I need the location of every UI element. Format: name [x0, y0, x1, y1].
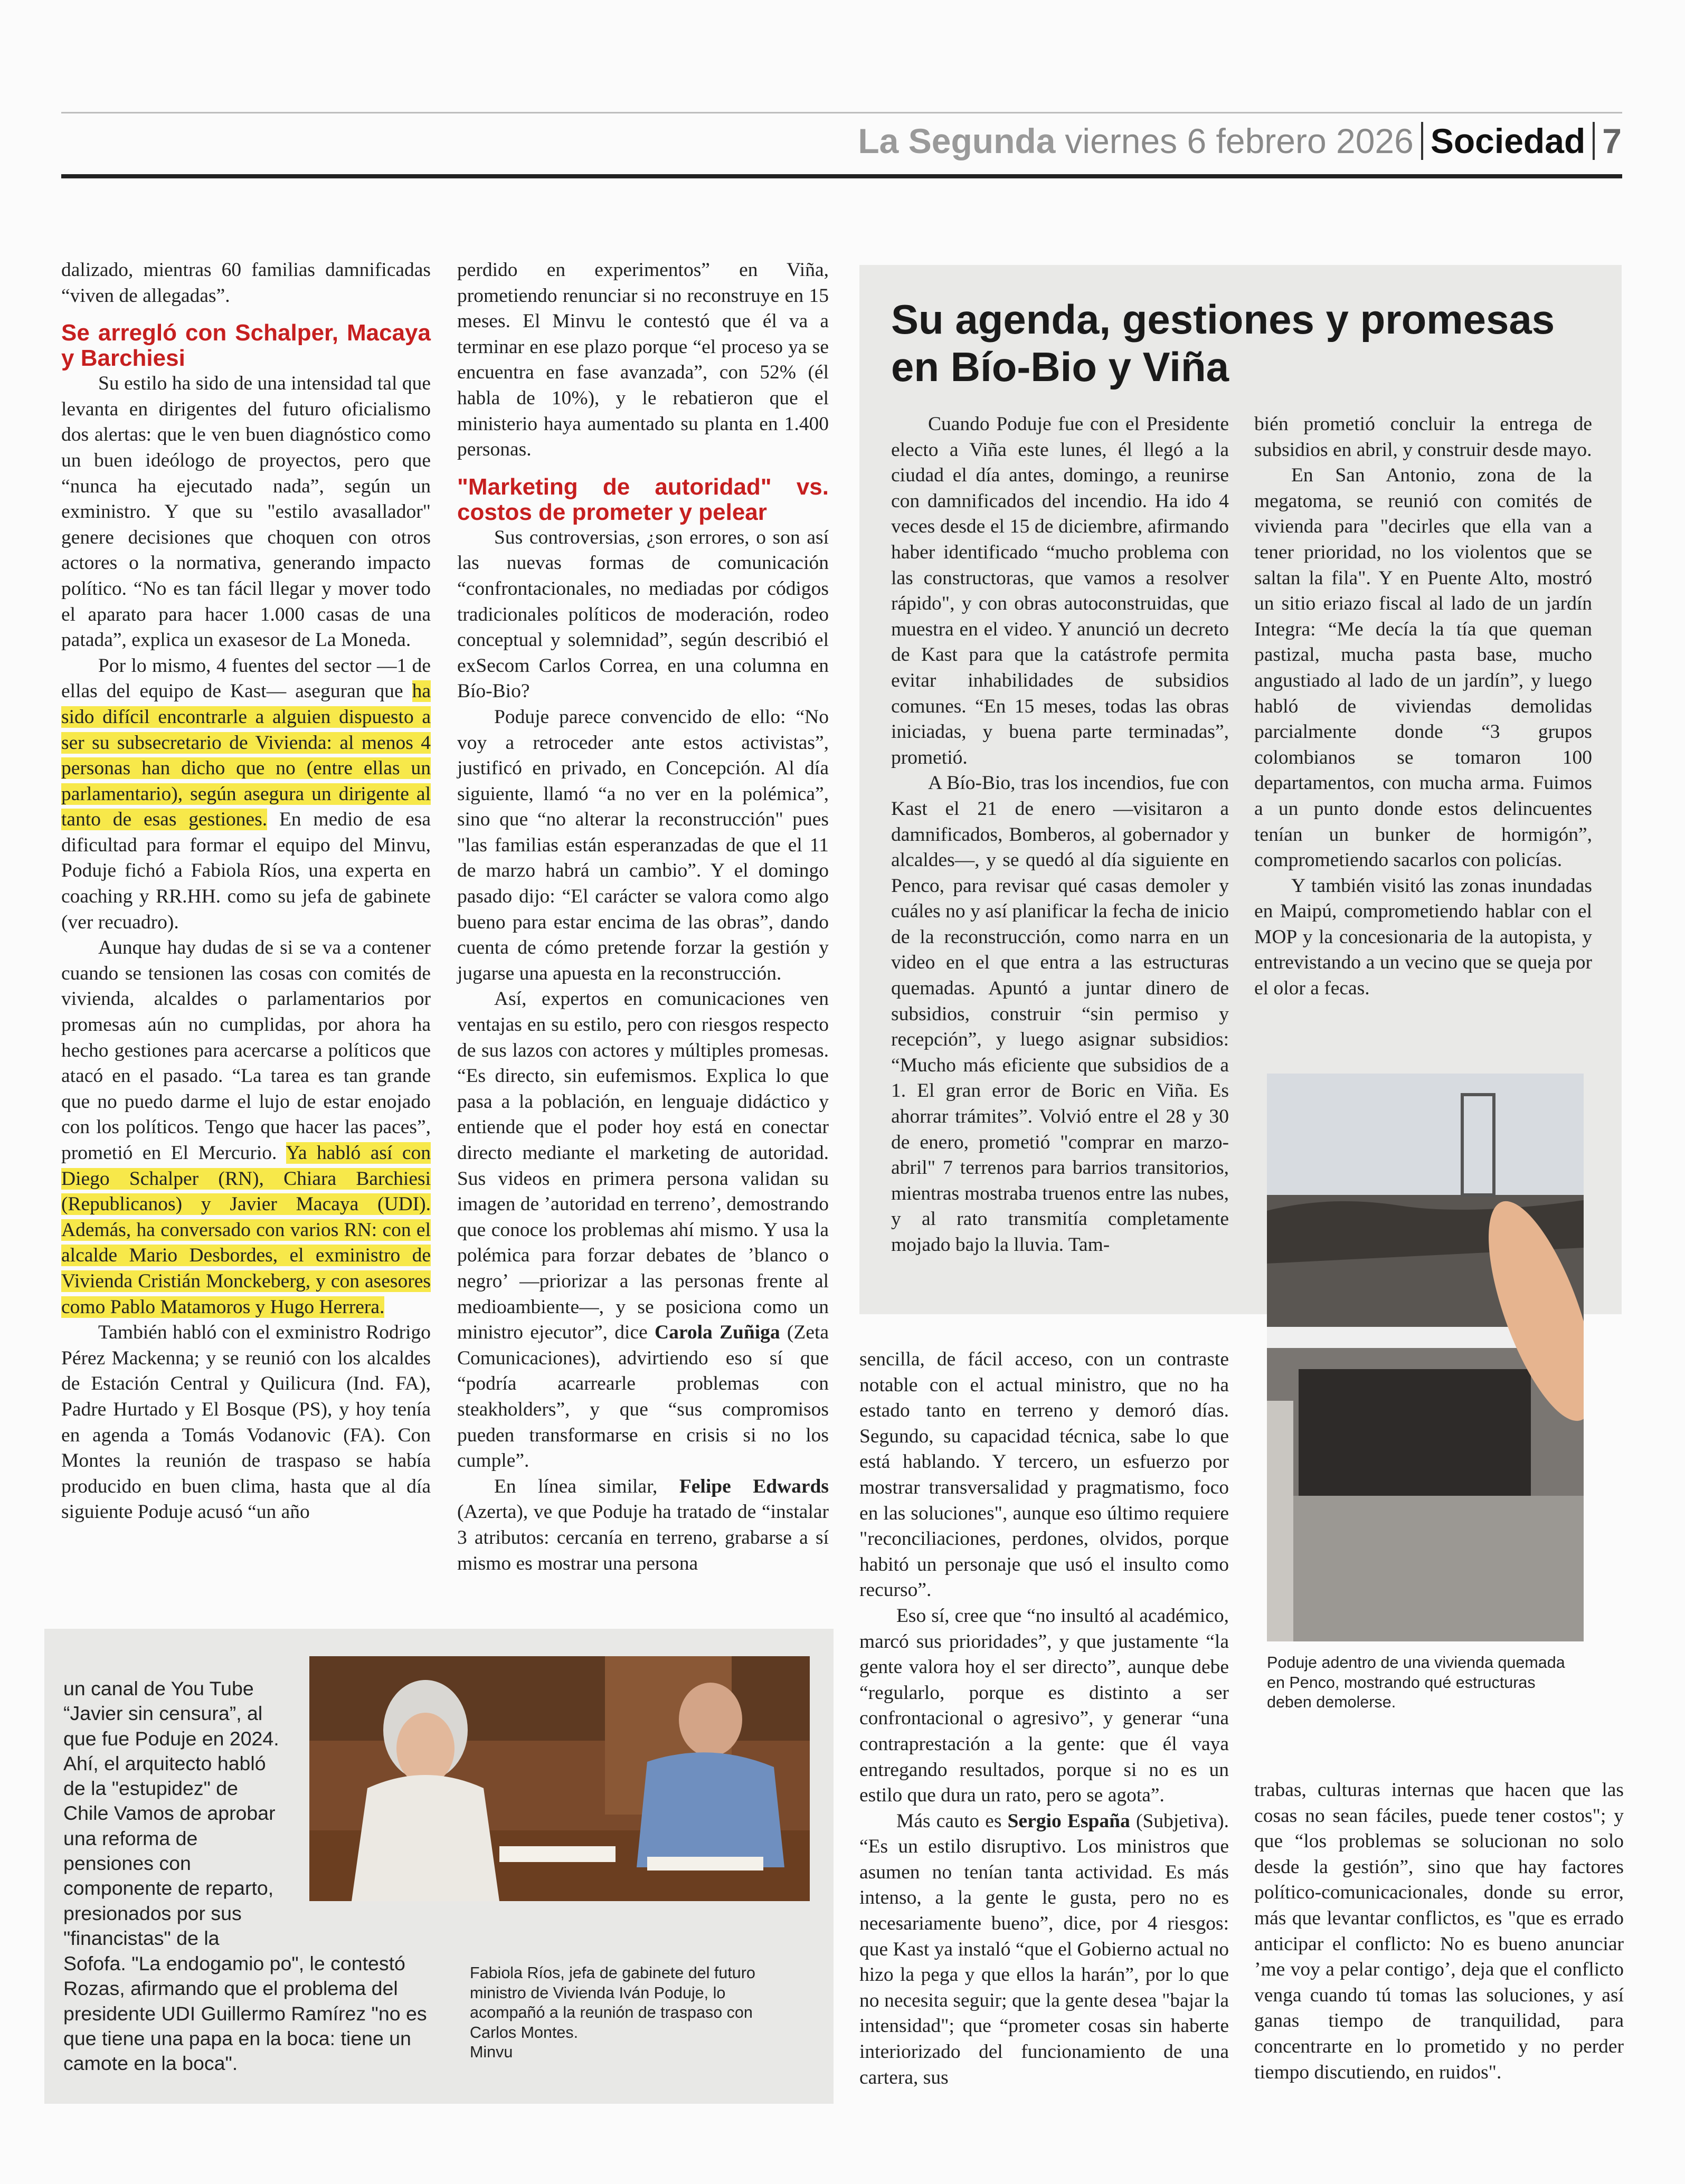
newspaper-name: La Segunda [858, 121, 1056, 160]
paragraph: Así, expertos en comunicaciones ven ventajas en su estilo, pero con riesgos respecto de sus lazos con actores y múltiples promesas. “Es directo, sin eufemismos. Explica lo que pasa a la población, en lenguaje didáctico y entiende que el poder hoy está en conectar directo mediante el marketing de autoridad. Sus videos en primera persona validan su imagen de ’autoridad en terreno’, demostrando que conoce los problemas ahí mismo. Y usa la polémica para forzar debates de ’blanco o negro’ —priorizar a las personas frente al medioambiente—, y se posiciona como un ministro ejecutor”, dice Carola Zuñiga (Zeta Comunicaciones), advirtiendo eso sí que “podría acarrearle problemas con steakholders”, y que “sus compromisos pueden transformarse en crisis si no los cumple”. [457, 988, 829, 1472]
source-name: Felipe Edwards [679, 1475, 829, 1497]
paragraph: sencilla, de fácil acceso, con un contraste notable con el actual ministro, que no ha estado tanto en terreno y demoró días. Segundo, su capacidad técnica, sabe lo que está hablando. Y tercero, un esfuerzo por mostrar transversalidad y pragmatismo, foco en las soluciones", aunque eso último requiere "reconciliaciones, perdones, olvidos, porque habitó un personaje que usó el insulto como recurso”. [859, 1349, 1229, 1601]
paragraph: En San Antonio, zona de la megatoma, se reunió con comités de vivienda para "decirles que ella van a tener prioridad, no los violentos que se saltan la fila". Y en Puente Alto, mostró un sitio eriazo fiscal al lado de un jardín Integra: “Me decía la tía que queman pastizal, mucha pasta base, mucho angustiado al lado de un jardín”, y luego habló de viviendas demolidas parcialmente donde “3 grupos colombianos se tomaron 100 departamentos, con mucha arma. Fuimos a un punto donde estos delincuentes tenían un bunker de hormigón”, comprometiendo sacarlos con policías. [1254, 464, 1592, 871]
page-number: 7 [1602, 121, 1622, 160]
highlighted-text: ha sido difícil encontrarle a alguien dispuesto a ser su subsecretario de Vivienda: al menos 4 personas han dicho que no (entre ellas un parlamentario), según asegura un dirigente al tanto de esas gestiones. [61, 680, 431, 831]
paragraph: Aunque hay dudas de si se va a contener cuando se tensionen las cosas con comités de vivienda, alcaldes o parlamentarios por promesas aún no cumplidas, por ahora ha hecho gestiones para acercarse a políticos que atacó en el pasado. “La tarea es tan grande que no puedo darme el lujo de estar enojado con los políticos. Tengo que hacer las paces”, prometió en El Mercurio. Ya habló así con Diego Schalper (RN), Chiara Barchiesi (Republicanos) y Javier Macaya (UDI). Además, ha conversado con varios RN: con el alcalde Mario Desbordes, el exministro de Vivienda Cristián Monckeberg, y con asesores como Pablo Matamoros y Hugo Herrera. [61, 937, 431, 1318]
sidebar-column-2 [1254, 412, 1592, 1002]
subheading: Se arregló con Schalper, Macaya y Barchiesi [61, 320, 431, 372]
subheading: "Marketing de autoridad" vs. costos de prometer y pelear [457, 473, 829, 525]
paragraph: Sus controversias, ¿son errores, o son así las nuevas formas de comunicación “confrontacionales, no mediadas por códigos tradicionales políticos de moderación, rodeo conceptual y solemnidad”, según describió el exSecom Carlos Correa, en una columna en Bío-Bio? [457, 526, 829, 702]
sidebar-column-1 [891, 412, 1229, 1258]
article-column-2 [457, 258, 829, 1577]
article-column-4 [1254, 1778, 1624, 2085]
paragraph: A Bío-Bio, tras los incendios, fue con Kast el 21 de enero —visitaron a damnificados, Bomberos, al gobernador y alcaldes—, y se quedó al día siguiente en Penco, para revisar qué casas demoler y cuáles no y así planificar la fecha de inicio de la reconstrucción, como narra en un video en el que entra a las estructuras quemadas. Apuntó a juntar dinero de subsidios, construir “sin permiso y recepción”, y luego asignar subsidios: “Mucho más eficiente que subsidios de a 1. El gran error de Boric en Viña. Es ahorrar trámites”. Volvió entre el 28 y 30 de enero, prometió "comprar en marzo-abril" 7 terrenos para barrios transitorios, mientras mostraba truenos entre las nubes, y al rato transmitía completamente mojado bajo la lluvia. Tam- [891, 772, 1229, 1256]
paragraph: Más cauto es Sergio España (Subjetiva). “Es un estilo disruptivo. Los ministros que asumen no tenían tanta actividad. Es más intenso, a la gente le gusta, pero no es necesariamente bueno”, dice, por 4 riesgos: que Kast ya instaló “que el Gobierno actual no hizo la pega y que ellos la harán”, por lo que no necesita seguir; que la gente desea "bajar la intensidad"; que “prometer cosas sin haberte interiorizado del funcionamiento de una cartera, sus [859, 1810, 1229, 2088]
header-rule [61, 174, 1622, 178]
paragraph: También habló con el exministro Rodrigo Pérez Mackenna; y se reunió con los alcaldes de Estación Central y Quilicura (Ind. FA), Padre Hurtado y El Bosque (PS), y hoy tenía en agenda a Tomás Vodanovic (FA). Con Montes la reunión de traspaso se había producido en buen clima, hasta que al día siguiente Poduje acusó “un año [61, 1322, 431, 1523]
penco-house-photo [1267, 1074, 1584, 1641]
paragraph: bién prometió concluir la entrega de subsidios en abril, y construir desde mayo. [1254, 413, 1592, 461]
paragraph: dalizado, mientras 60 familias damnificadas “viven de allegadas”. [61, 259, 431, 307]
paragraph: Por lo mismo, 4 fuentes del sector —1 de ellas del equipo de Kast— aseguran que ha sido difícil encontrarle a alguien dispuesto a ser su subsecretario de Vivienda: al menos 4 personas han dicho que no (entre ellas un parlamentario), según asegura un dirigente al tanto de esas gestiones. En medio de esa dificultad para formar el equipo del Minvu, Poduje fichó a Fabiola Ríos, una experta en coaching y RR.HH. como su jefa de gabinete (ver recuadro). [61, 654, 431, 933]
penco-photo-caption: Poduje adentro de una vivienda quemada en Penco, mostrando qué estructuras deben demolerse. [1267, 1654, 1565, 1711]
paragraph: En línea similar, Felipe Edwards (Azerta), ve que Poduje ha tratado de “instalar 3 atributos: cercanía en terreno, grabarse a sí mismo es mostrar una persona [457, 1475, 829, 1574]
paragraph: Su estilo ha sido de una intensidad tal que levanta en dirigentes del futuro oficialismo dos alertas: que le ven buen diagnóstico como un buen ideólogo de proyectos, pero que “nunca ha ejecutado nada”, según un exministro. Y que su "estilo avasallador" genere decisiones que choquen con otros actores o la normativa, generando impacto político. “No es tan fácil llegar y mover todo el aparato para hacer 1.000 casas de una patada”, explica un exasesor de La Moneda. [61, 373, 431, 651]
header-divider [1593, 122, 1595, 160]
highlighted-text: Ya habló así con Diego Schalper (RN), Chiara Barchiesi (Republicanos) y Javier Macaya (UDI). Además, ha conversado con varios RN: con el alcalde Mario Desbordes, el exministro de Vivienda Cristián Monckeberg, y con asesores como Pablo Matamoros y Hugo Herrera. [61, 1142, 431, 1318]
section-name: Sociedad [1430, 121, 1586, 160]
paragraph: Eso sí, cree que “no insultó al académico, marcó sus prioridades”, y que justamente “la gente valora hoy el ser directo”, aunque debe “regularlo, porque es distinto a ser confrontacional o agresivo”, y generar “una contraprestación a la gente: que él vaya entregando resultados, porque si no es un estilo que dura un rato, pero se agota”. [859, 1604, 1229, 1807]
recuadro-text: un canal de You Tube “Javier sin censura”, al que fue Poduje en 2024. Ahí, el arquitecto habló de la "estupidez" de Chile Vamos de aprobar una reforma de pensiones con componente de reparto, presionados por sus "financistas" de la [63, 1677, 279, 1949]
sidebar-title: Su agenda, gestiones y promesas en Bío-Bio y Viña [891, 296, 1555, 390]
paragraph: Y también visitó las zonas inundadas en Maipú, comprometiendo hablar con el MOP y la concesionaria de la autopista, y entrevistando a un vecino que se queja por el olor a fecas. [1254, 875, 1592, 1000]
page-header [858, 110, 1622, 172]
paragraph: Cuando Poduje fue con el Presidente electo a Viña este lunes, él llegó a la ciudad el día antes, domingo, a reunirse con damnificados del incendio. Ha ido 4 veces desde el 15 de diciembre, afirmando haber identificado “mucho problema con las constructoras, que vamos a resolver rápido", y con obras autoconstruidas, que muestra en el video. Y anunció un decreto de Kast para que la catástrofe permita evitar inhabilidades de subsidios comunes. “En 15 meses, todas las obras iniciadas, y buena parte terminadas”, prometió. [891, 413, 1229, 768]
fabiola-photo-caption: Fabiola Ríos, jefa de gabinete del futuro ministro de Vivienda Iván Poduje, lo acompañó a la reunión de traspaso con Carlos Montes. Minvu [470, 1963, 787, 2063]
article-column-1 [61, 258, 431, 1525]
header-divider [1421, 122, 1423, 160]
fabiola-rios-photo [309, 1656, 810, 1901]
issue-date: viernes 6 febrero 2026 [1065, 121, 1414, 160]
recuadro-text: Sofofa. "La endogamio po", le contestó Rozas, afirmando que el problema del presidente UDI Guillermo Ramírez "no es que tiene una papa en la boca: tiene un camote en la boca". [63, 1952, 427, 2075]
paragraph: perdido en experimentos” en Viña, prometiendo renunciar si no reconstruye en 15 meses. El Minvu le contestó que él va a terminar en ese plazo porque “el proceso ya se encuentra en fase avanzada”, con 52% (él habla de 10%), y le rebatieron que el ministerio haya aumentado su planta en 1.400 personas. [457, 259, 829, 461]
paragraph: trabas, culturas internas que hacen que las cosas no sean fáciles, puede tener costos"; y que “los problemas se solucionan no solo desde la gestión”, sino que hay factores político-comunicacionales, donde su error, más que levantar conflictos, es "que es errado anticipar el conflicto: No es bueno anunciar ’me voy a pelar contigo’, deja que el conflicto venga cuando tú tomas las soluciones, y así ganas tiempo de tranquilidad, para concentrarte en lo prometido y no perder tiempo discutiendo, en ruidos". [1254, 1779, 1624, 2083]
photo-credit: Minvu [470, 2043, 513, 2061]
source-name: Carola Zuñiga [655, 1322, 780, 1344]
paragraph: Poduje parece convencido de ello: “No voy a retroceder ante estos activistas”, justificó en privado, en Concepción. Al día siguiente, llamó “a no ver en la polémica”, sino que “no alterar la reconstrucción" pues "las familias están esperanzadas de que el 11 de marzo habrá un cambio”. Y el domingo pasado dijo: “El carácter se valora como algo bueno para estar encima de las obras”, dando cuenta de cómo pretende forzar la gestión y jugarse una apuesta en la reconstrucción. [457, 706, 829, 984]
article-column-3 [859, 1347, 1229, 2091]
source-name: Sergio España [1007, 1810, 1130, 1832]
